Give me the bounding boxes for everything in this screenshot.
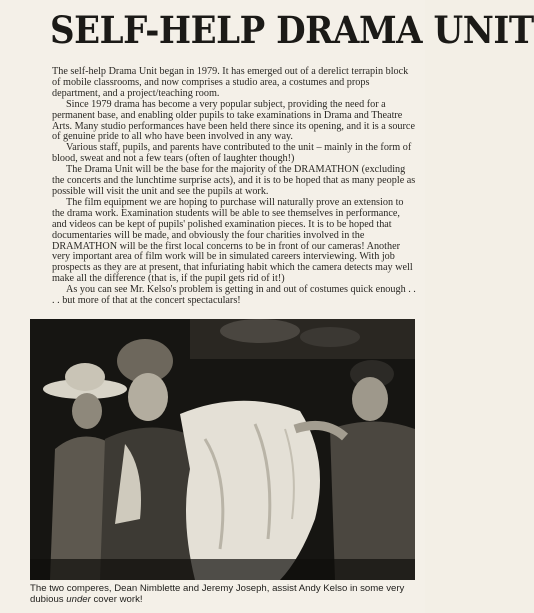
paragraph-popularity: Since 1979 drama has become a very popular subject, providing the need for a permanent base, and enabling older pupils to take examinations in Drama and Theatre Arts. Many studio performances have been held there since its opening, and it is a source of genuine pride to all who have been involved in any way. <box>52 98 415 143</box>
caption-text-start: The two comperes, Dean Nimblette and Jeremy Joseph, assist Andy Kelso in some very dubious <box>30 583 405 606</box>
article-body <box>52 67 416 307</box>
paragraph-contributors: Various staff, pupils, and parents have contributed to the unit – mainly in the form of blood, sweat and not a few tears (often of laughter though!) <box>52 142 412 165</box>
page-title: SELF-HELP DRAMA UNIT <box>50 8 534 52</box>
photo-caption <box>30 583 415 606</box>
caption-text-end: cover work! <box>90 594 143 606</box>
caption-emphasis: under <box>66 594 91 606</box>
photo-illustration <box>30 319 415 580</box>
paragraph-intro: The self-help Drama Unit began in 1979. It has emerged out of a derelict terrapin block of mobile classrooms, and now comprises a studio area, a costumes and props department, and a project/teaching room. <box>52 66 409 99</box>
performance-photo <box>30 319 415 580</box>
paragraph-film-equipment: The film equipment we are hoping to purchase will naturally prove an extension to the drama work. Examination students will be able to see themselves in performance, and videos can be kept of pupils' polished examination pieces. It is to be hoped that documentaries will be made, and obviously the four charities involved in the DRAMATHON will be the first local concerns to be in front of our cameras! Another very important area of film work will be in simulated careers interviewing. With job prospects as they are at present, that infuriating habit which the camera detects may well make all the difference (that is, if the pupil gets rid of it!) <box>52 196 413 285</box>
paragraph-costumes: As you can see Mr. Kelso's problem is getting in and out of costumes quick enough . . . . but more of that at the concert spectaculars! <box>52 284 416 307</box>
paragraph-dramathon: The Drama Unit will be the base for the majority of the DRAMATHON (excluding the concerts and the lunchtime surprise acts), and it is to be hoped that as many people as possible will visit the unit and see the pupils at work. <box>52 164 416 197</box>
